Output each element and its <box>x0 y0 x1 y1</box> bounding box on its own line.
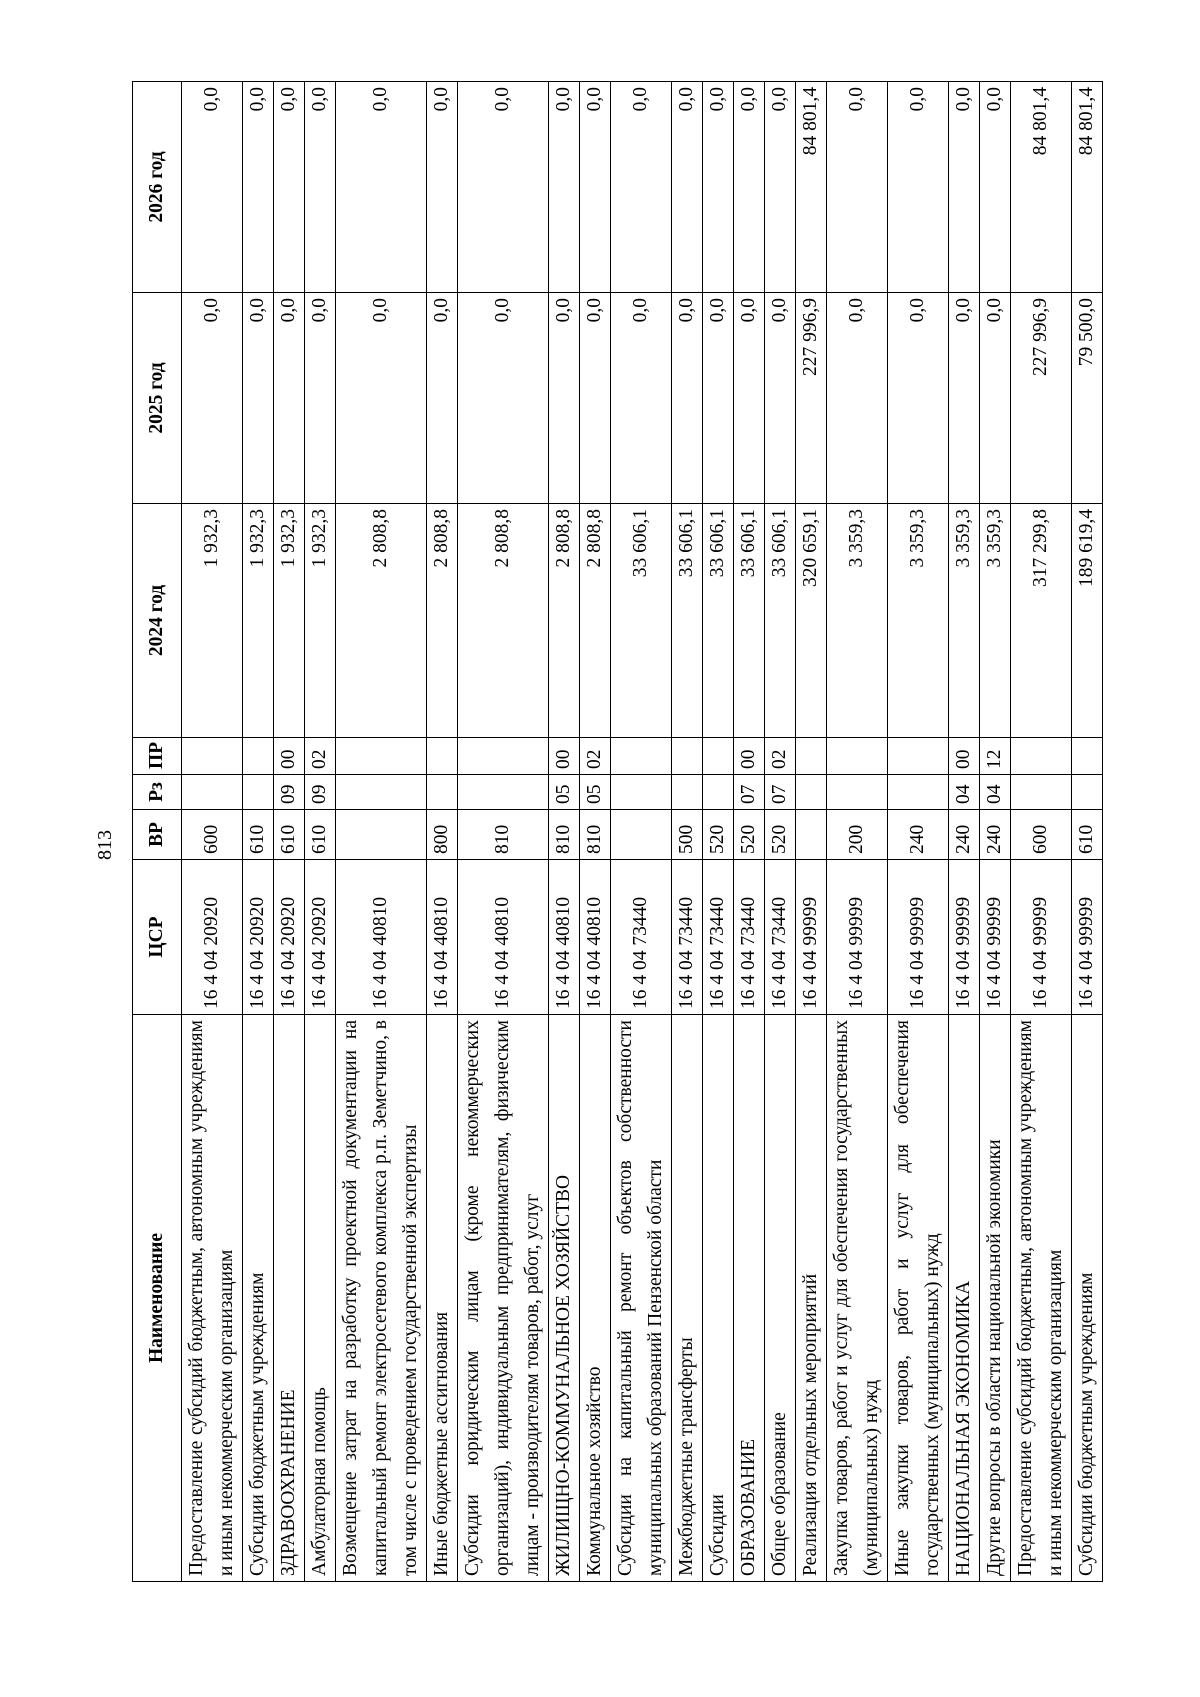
cell-vr: 240 <box>888 810 949 860</box>
cell-2024: 2 808,8 <box>427 504 458 738</box>
cell-pr <box>427 738 458 775</box>
cell-2026: 0,0 <box>765 82 796 293</box>
cell-pr <box>458 738 549 775</box>
cell-name: Реализация отдельных мероприятий <box>796 1015 827 1582</box>
cell-rz <box>888 775 949 810</box>
cell-name: Субсидии на капитальный ремонт объектов собственности муниципальных образований Пензенской области <box>611 1015 672 1582</box>
cell-rz: 04 <box>949 775 980 810</box>
cell-2024: 33 606,1 <box>703 504 734 738</box>
cell-2026: 0,0 <box>734 82 765 293</box>
cell-rz <box>672 775 703 810</box>
table-row <box>182 82 243 1582</box>
cell-csr: 16 4 04 73440 <box>672 860 703 1015</box>
cell-vr <box>336 810 427 860</box>
cell-vr: 610 <box>1072 810 1103 860</box>
table-row <box>734 82 765 1582</box>
cell-2025: 0,0 <box>888 293 949 504</box>
cell-rz: 09 <box>305 775 336 810</box>
cell-csr: 16 4 04 99999 <box>796 860 827 1015</box>
cell-vr: 800 <box>427 810 458 860</box>
cell-pr <box>796 738 827 775</box>
cell-rz: 07 <box>765 775 796 810</box>
cell-name: Субсидии юридическим лицам (кроме некоммерческих организаций), индивидуальным предпринимателям, физическим лицам - производителям товаров, работ, услуг <box>458 1015 549 1582</box>
rotated-table-container <box>132 82 1097 1582</box>
cell-name: НАЦИОНАЛЬНАЯ ЭКОНОМИКА <box>949 1015 980 1582</box>
table-body <box>182 82 1103 1582</box>
table-row <box>243 82 274 1582</box>
cell-name: Субсидии бюджетным учреждениям <box>1072 1015 1103 1582</box>
cell-2026: 0,0 <box>243 82 274 293</box>
cell-name: ОБРАЗОВАНИЕ <box>734 1015 765 1582</box>
cell-pr <box>672 738 703 775</box>
cell-csr: 16 4 04 73440 <box>734 860 765 1015</box>
cell-2026: 0,0 <box>336 82 427 293</box>
cell-pr <box>611 738 672 775</box>
table-row <box>305 82 336 1582</box>
cell-rz: 05 <box>549 775 580 810</box>
table-row <box>980 82 1011 1582</box>
cell-rz <box>458 775 549 810</box>
cell-rz <box>427 775 458 810</box>
table-row <box>827 82 888 1582</box>
cell-name: ЖИЛИЩНО-КОММУНАЛЬНОЕ ХОЗЯЙСТВО <box>549 1015 580 1582</box>
cell-2024: 33 606,1 <box>611 504 672 738</box>
cell-csr: 16 4 04 73440 <box>611 860 672 1015</box>
cell-2025: 79 500,0 <box>1072 293 1103 504</box>
cell-vr: 240 <box>980 810 1011 860</box>
cell-pr: 02 <box>765 738 796 775</box>
cell-vr: 240 <box>949 810 980 860</box>
cell-2026: 0,0 <box>274 82 305 293</box>
cell-2024: 317 299,8 <box>1011 504 1072 738</box>
header-2024: 2024 год <box>133 504 182 738</box>
cell-2024: 189 619,4 <box>1072 504 1103 738</box>
cell-vr: 610 <box>243 810 274 860</box>
cell-csr: 16 4 04 40810 <box>549 860 580 1015</box>
cell-2025: 0,0 <box>765 293 796 504</box>
cell-vr: 610 <box>305 810 336 860</box>
cell-vr: 610 <box>274 810 305 860</box>
cell-csr: 16 4 04 20920 <box>305 860 336 1015</box>
cell-2025: 0,0 <box>980 293 1011 504</box>
cell-2026: 0,0 <box>888 82 949 293</box>
cell-2026: 0,0 <box>427 82 458 293</box>
cell-2026: 0,0 <box>580 82 611 293</box>
cell-rz <box>827 775 888 810</box>
cell-2026: 0,0 <box>549 82 580 293</box>
cell-pr: 12 <box>980 738 1011 775</box>
cell-2025: 227 996,9 <box>1011 293 1072 504</box>
cell-2024: 1 932,3 <box>274 504 305 738</box>
cell-pr <box>703 738 734 775</box>
cell-2025: 0,0 <box>580 293 611 504</box>
cell-2026: 0,0 <box>980 82 1011 293</box>
cell-pr <box>243 738 274 775</box>
cell-csr: 16 4 04 99999 <box>827 860 888 1015</box>
cell-pr <box>827 738 888 775</box>
cell-csr: 16 4 04 99999 <box>1072 860 1103 1015</box>
cell-csr: 16 4 04 40810 <box>580 860 611 1015</box>
cell-2025: 0,0 <box>305 293 336 504</box>
cell-pr: 00 <box>949 738 980 775</box>
cell-2025: 0,0 <box>458 293 549 504</box>
cell-csr: 16 4 04 20920 <box>182 860 243 1015</box>
cell-pr: 00 <box>734 738 765 775</box>
cell-2024: 3 359,3 <box>949 504 980 738</box>
cell-2025: 0,0 <box>949 293 980 504</box>
cell-csr: 16 4 04 73440 <box>703 860 734 1015</box>
cell-name: Возмещение затрат на разработку проектной документации на капитальный ремонт электросетевого комплекса р.п. Земетчино, в том числе с проведением государственной экспертизы <box>336 1015 427 1582</box>
header-name: Наименование <box>133 1015 182 1582</box>
cell-rz <box>703 775 734 810</box>
cell-2024: 2 808,8 <box>458 504 549 738</box>
cell-rz: 05 <box>580 775 611 810</box>
cell-2026: 0,0 <box>949 82 980 293</box>
cell-2026: 0,0 <box>703 82 734 293</box>
cell-vr: 600 <box>1011 810 1072 860</box>
cell-2025: 0,0 <box>827 293 888 504</box>
cell-pr <box>1072 738 1103 775</box>
cell-csr: 16 4 04 40810 <box>336 860 427 1015</box>
header-pr: ПР <box>133 738 182 775</box>
cell-csr: 16 4 04 99999 <box>980 860 1011 1015</box>
table-row <box>336 82 427 1582</box>
cell-rz <box>336 775 427 810</box>
cell-rz <box>1072 775 1103 810</box>
table-row <box>672 82 703 1582</box>
cell-rz: 04 <box>980 775 1011 810</box>
cell-csr: 16 4 04 20920 <box>274 860 305 1015</box>
cell-rz: 07 <box>734 775 765 810</box>
table-row <box>765 82 796 1582</box>
cell-vr: 600 <box>182 810 243 860</box>
cell-name: Коммунальное хозяйство <box>580 1015 611 1582</box>
cell-2024: 33 606,1 <box>765 504 796 738</box>
table-row <box>274 82 305 1582</box>
header-vr: ВР <box>133 810 182 860</box>
cell-pr <box>336 738 427 775</box>
cell-csr: 16 4 04 99999 <box>949 860 980 1015</box>
table-row <box>611 82 672 1582</box>
cell-name: ЗДРАВООХРАНЕНИЕ <box>274 1015 305 1582</box>
cell-2025: 0,0 <box>703 293 734 504</box>
cell-name: Иные закупки товаров, работ и услуг для обеспечения государственных (муниципальных) нужд <box>888 1015 949 1582</box>
cell-vr <box>796 810 827 860</box>
table-row <box>580 82 611 1582</box>
cell-name: Субсидии <box>703 1015 734 1582</box>
cell-2026: 0,0 <box>305 82 336 293</box>
cell-vr <box>611 810 672 860</box>
cell-pr <box>1011 738 1072 775</box>
cell-name: Предоставление субсидий бюджетным, автономным учреждениям и иным некоммерческим организациям <box>182 1015 243 1582</box>
cell-2024: 2 808,8 <box>336 504 427 738</box>
table-row <box>427 82 458 1582</box>
cell-csr: 16 4 04 40810 <box>458 860 549 1015</box>
cell-rz <box>243 775 274 810</box>
cell-2026: 0,0 <box>611 82 672 293</box>
cell-pr <box>182 738 243 775</box>
cell-2025: 0,0 <box>672 293 703 504</box>
header-2025: 2025 год <box>133 293 182 504</box>
cell-pr: 02 <box>580 738 611 775</box>
cell-name: Закупка товаров, работ и услуг для обеспечения государственных (муниципальных) нужд <box>827 1015 888 1582</box>
cell-2025: 0,0 <box>734 293 765 504</box>
cell-2024: 3 359,3 <box>888 504 949 738</box>
cell-2024: 3 359,3 <box>980 504 1011 738</box>
cell-csr: 16 4 04 20920 <box>243 860 274 1015</box>
cell-vr: 810 <box>580 810 611 860</box>
cell-csr: 16 4 04 73440 <box>765 860 796 1015</box>
cell-2026: 0,0 <box>672 82 703 293</box>
cell-2024: 320 659,1 <box>796 504 827 738</box>
cell-2025: 0,0 <box>243 293 274 504</box>
cell-pr <box>888 738 949 775</box>
table-row <box>703 82 734 1582</box>
cell-rz <box>611 775 672 810</box>
cell-vr: 520 <box>703 810 734 860</box>
cell-2025: 227 996,9 <box>796 293 827 504</box>
cell-pr: 02 <box>305 738 336 775</box>
cell-csr: 16 4 04 99999 <box>888 860 949 1015</box>
cell-2025: 0,0 <box>182 293 243 504</box>
cell-2024: 2 808,8 <box>580 504 611 738</box>
header-rz: Рз <box>133 775 182 810</box>
cell-vr: 520 <box>765 810 796 860</box>
cell-2024: 2 808,8 <box>549 504 580 738</box>
cell-2024: 1 932,3 <box>305 504 336 738</box>
cell-2025: 0,0 <box>274 293 305 504</box>
table-row <box>949 82 980 1582</box>
cell-rz: 09 <box>274 775 305 810</box>
header-2026: 2026 год <box>133 82 182 293</box>
cell-csr: 16 4 04 40810 <box>427 860 458 1015</box>
table-row <box>1011 82 1072 1582</box>
cell-name: Другие вопросы в области национальной экономики <box>980 1015 1011 1582</box>
header-csr: ЦСР <box>133 860 182 1015</box>
cell-rz <box>182 775 243 810</box>
cell-2025: 0,0 <box>336 293 427 504</box>
page-number: 813 <box>94 830 116 860</box>
table-header-row <box>133 82 182 1582</box>
cell-vr: 520 <box>734 810 765 860</box>
table-row <box>888 82 949 1582</box>
cell-vr: 810 <box>549 810 580 860</box>
cell-vr: 200 <box>827 810 888 860</box>
cell-name: Иные бюджетные ассигнования <box>427 1015 458 1582</box>
cell-2026: 0,0 <box>827 82 888 293</box>
cell-name: Амбулаторная помощь <box>305 1015 336 1582</box>
cell-2024: 33 606,1 <box>734 504 765 738</box>
table-row <box>549 82 580 1582</box>
cell-name: Общее образование <box>765 1015 796 1582</box>
budget-table <box>132 81 1103 1582</box>
cell-2025: 0,0 <box>549 293 580 504</box>
cell-vr: 810 <box>458 810 549 860</box>
table-row <box>1072 82 1103 1582</box>
cell-2025: 0,0 <box>611 293 672 504</box>
cell-2024: 1 932,3 <box>243 504 274 738</box>
cell-2026: 84 801,4 <box>1011 82 1072 293</box>
cell-pr: 00 <box>549 738 580 775</box>
table-row <box>458 82 549 1582</box>
cell-2024: 3 359,3 <box>827 504 888 738</box>
cell-name: Межбюджетные трансферты <box>672 1015 703 1582</box>
cell-vr: 500 <box>672 810 703 860</box>
cell-2026: 84 801,4 <box>1072 82 1103 293</box>
cell-csr: 16 4 04 99999 <box>1011 860 1072 1015</box>
cell-rz <box>1011 775 1072 810</box>
cell-name: Предоставление субсидий бюджетным, автономным учреждениям и иным некоммерческим организациям <box>1011 1015 1072 1582</box>
cell-2024: 1 932,3 <box>182 504 243 738</box>
cell-2026: 0,0 <box>458 82 549 293</box>
table-row <box>796 82 827 1582</box>
cell-2026: 0,0 <box>182 82 243 293</box>
cell-2026: 84 801,4 <box>796 82 827 293</box>
cell-rz <box>796 775 827 810</box>
cell-2024: 33 606,1 <box>672 504 703 738</box>
cell-2025: 0,0 <box>427 293 458 504</box>
cell-pr: 00 <box>274 738 305 775</box>
cell-name: Субсидии бюджетным учреждениям <box>243 1015 274 1582</box>
